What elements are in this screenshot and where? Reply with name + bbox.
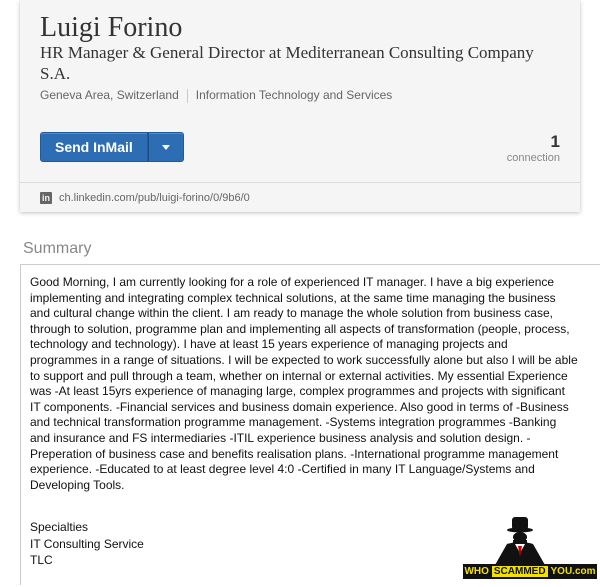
watermark-you: YOU.com (550, 566, 596, 577)
spy-figure-icon (463, 513, 597, 565)
summary-heading: Summary (23, 240, 92, 257)
connections-count (507, 132, 560, 164)
watermark-scammed: SCAMMED (493, 566, 546, 577)
specialties-label: Specialties (30, 520, 89, 534)
watermark-who: WHO (464, 566, 489, 577)
profile-card (20, 0, 580, 212)
inmail-button-group (40, 132, 184, 162)
profile-location[interactable]: Geneva Area, Switzerland (40, 88, 179, 102)
card-divider (20, 182, 580, 183)
whoscammedyou-watermark (463, 513, 597, 579)
linkedin-icon: in (42, 193, 50, 203)
profile-headline: HR Manager & General Director at Mediterranean Consulting Company S.A. (40, 43, 534, 83)
connections-label: connection (506, 152, 560, 164)
summary-body: Good Morning, I am currently looking for a role of experienced IT manager. I have a big experience implementing and integrating complex technical solutions, at the same time managing the business and cultural change within the client. I am ready to manage the whole solution from business case, through to solution, programme plan and implementing all aspects of transformation (people, process, technology and technology). I have at least 15 years experience of managing projects and programmes in a range of situations. I will be expected to work successfully alone but also I will be able to support and pull through a team, whether on internal or external activities. My essential Experience was -At least 15yrs experience of managing large, complex programmes and projects with significant IT components. -Financial services and business domain experience. Also good in terms of -Business and technical transformation programme management. -Systems integration programmes -Banking and insurance and FS intermediaries -ITIL experience business analysis and solution design. -Preperation of business case and benefits realisation plans. -International programme management experience. -Educated to at least degree level 4:0 -Certified in many IT Language/Systems and Developing Tools. (30, 275, 578, 492)
profile-industry[interactable]: Information Technology and Services (195, 88, 393, 102)
specialty-item: IT Consulting Service (30, 536, 144, 551)
public-url-text[interactable]: ch.linkedin.com/pub/luigi-forino/0/9b6/0 (59, 192, 250, 204)
profile-name: Luigi Forino (40, 12, 183, 43)
public-profile-url[interactable] (40, 192, 250, 204)
watermark-bar (463, 564, 597, 579)
send-inmail-button[interactable]: Send InMail (40, 132, 148, 162)
connections-number: 1 (550, 132, 560, 151)
meta-divider (187, 89, 188, 103)
specialty-item: TLC (30, 553, 53, 567)
specialties-section (30, 519, 144, 569)
profile-meta (40, 88, 392, 103)
inmail-dropdown-button[interactable] (148, 132, 184, 162)
chevron-down-icon (162, 145, 170, 150)
